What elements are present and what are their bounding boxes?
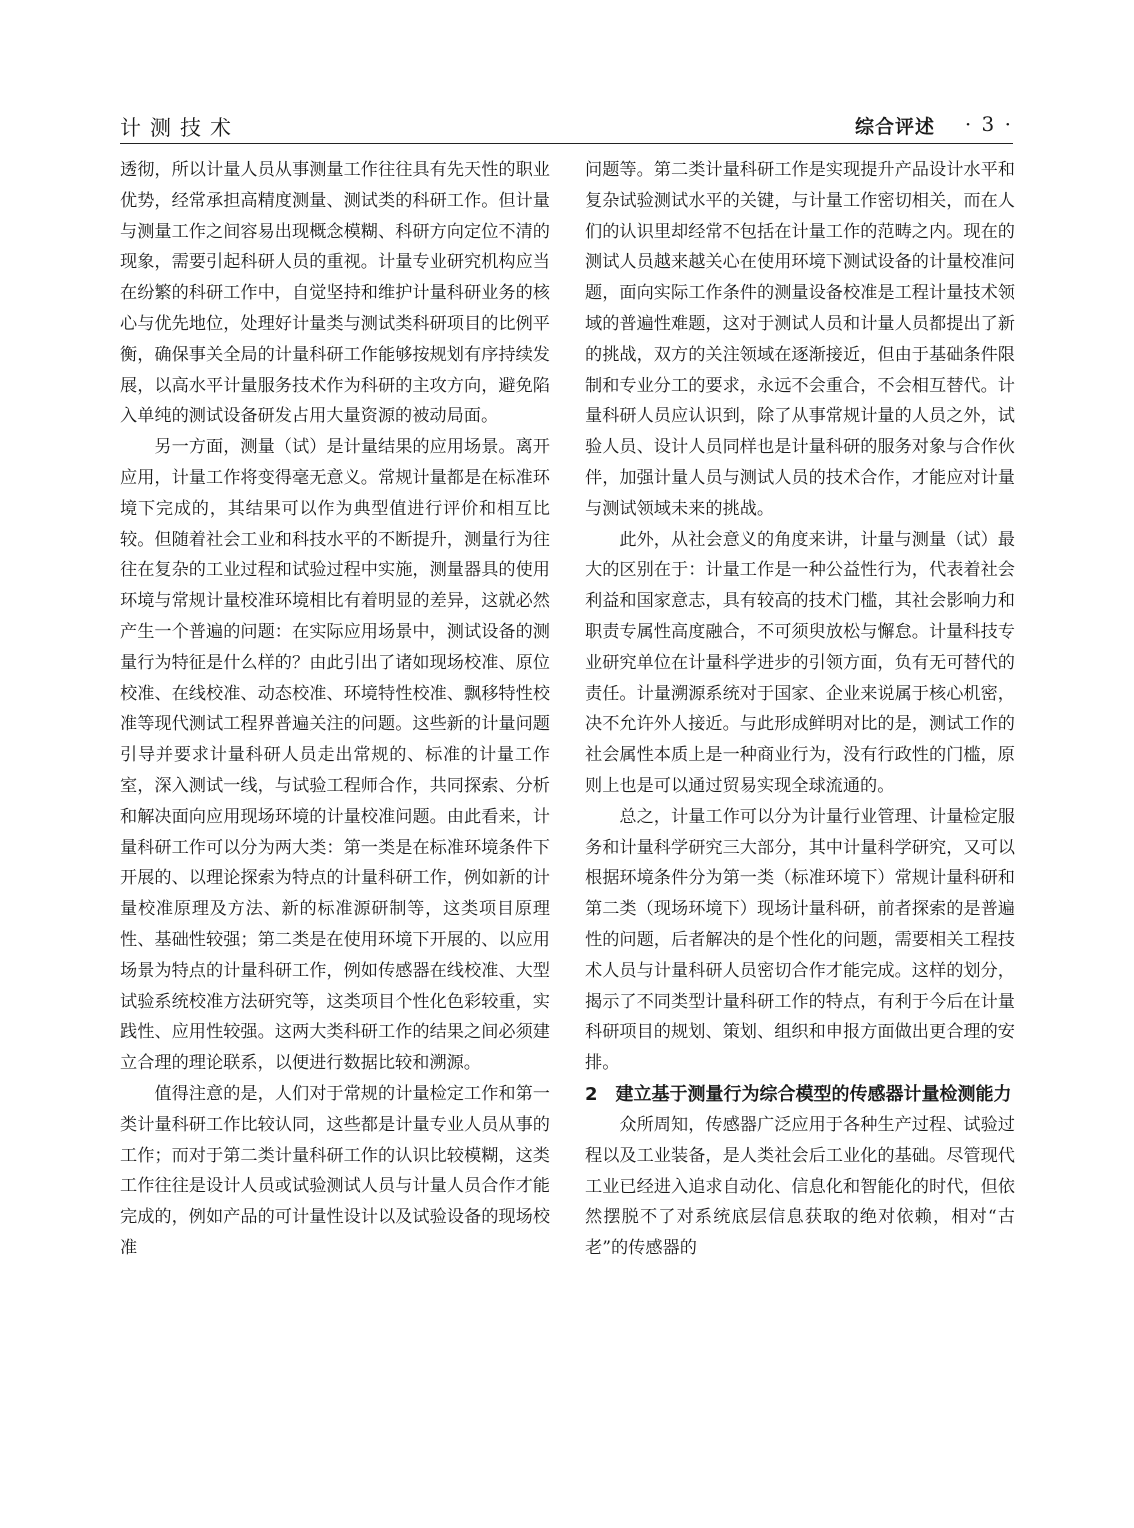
section-heading: [585, 1079, 1015, 1110]
header-rule: [120, 143, 1013, 144]
paragraph: 另一方面，测量（试）是计量结果的应用场景。离开应用，计量工作将变得毫无意义。常规计量都是在标准环境下完成的，其结果可以作为典型值进行评价和相互比较。但随着社会工业和科技水平的不断提升，测量行为往往在复杂的工业过程和试验过程中实施，测量器具的使用环境与常规计量校准环境相比有着明显的差异，这就必然产生一个普遍的问题：在实际应用场景中，测试设备的测量行为特征是什么样的？由此引出了诸如现场校准、原位校准、在线校准、动态校准、环境特性校准、飘移特性校准等现代测试工程界普遍关注的问题。这些新的计量问题引导并要求计量科研人员走出常规的、标准的计量工作室，深入测试一线，与试验工程师合作，共同探索、分析和解决面向应用现场环境的计量校准问题。由此看来，计量科研工作可以分为两大类：第一类是在标准环境条件下开展的、以理论探索为特点的计量科研工作，例如新的计量校准原理及方法、新的标准源研制等，这类项目原理性、基础性较强；第二类是在使用环境下开展的、以应用场景为特点的计量科研工作，例如传感器在线校准、大型试验系统校准方法研究等，这类项目个性化色彩较重，实践性、应用性较强。这两大类科研工作的结果之间必须建立合理的理论联系，以便进行数据比较和溯源。: [120, 437, 550, 1074]
paragraph: 问题等。第二类计量科研工作是实现提升产品设计水平和复杂试验测试水平的关键，与计量工作密切相关，而在人们的认识里却经常不包括在计量工作的范畴之内。现在的测试人员越来越关心在使用环境下测试设备的计量校准问题，面向实际工作条件的测量设备校准是工程计量技术领域的普遍性难题，这对于测试人员和计量人员都提出了新的挑战，双方的关注领域在逐渐接近，但由于基础条件限制和专业分工的要求，永远不会重合，不会相互替代。计量科研人员应认识到，除了从事常规计量的人员之外，试验人员、设计人员同样也是计量科研的服务对象与合作伙伴，加强计量人员与测试人员的技术合作，才能应对计量与测试领域未来的挑战。: [585, 160, 1015, 519]
section-label: 综合评述: [854, 116, 935, 138]
paragraph: 总之，计量工作可以分为计量行业管理、计量检定服务和计量科学研究三大部分，其中计量科学研究，又可以根据环境条件分为第一类（标准环境下）常规计量科研和第二类（现场环境下）现场计量科研，前者探索的是普遍性的问题，后者解决的是个性化的问题，需要相关工程技术人员与计量科研人员密切合作才能完成。这样的划分，揭示了不同类型计量科研工作的特点，有利于今后在计量科研项目的规划、策划、组织和申报方面做出更合理的安排。: [585, 806, 1015, 1074]
page-number: · 3 ·: [964, 112, 1013, 136]
running-header: [120, 110, 1013, 140]
right-column: [585, 155, 1015, 1440]
paragraph: 众所周知，传感器广泛应用于各种生产过程、试验过程以及工业装备，是人类社会后工业化的基础。尽管现代工业已经进入追求自动化、信息化和智能化的时代，但依然摆脱不了对系统底层信息获取的绝对依赖，相对“古老”的传感器的: [585, 1114, 1015, 1259]
paragraph: 透彻，所以计量人员从事测量工作往往具有先天性的职业优势，经常承担高精度测量、测试类的科研工作。但计量与测量工作之间容易出现概念模糊、科研方向定位不清的现象，需要引起科研人员的重视。计量专业研究机构应当在纷繁的科研工作中，自觉坚持和维护计量科研业务的核心与优先地位，处理好计量类与测试类科研项目的比例平衡，确保事关全局的计量科研工作能够按规划有序持续发展，以高水平计量服务技术作为科研的主攻方向，避免陷入单纯的测试设备研发占用大量资源的被动局面。: [120, 160, 550, 427]
paragraph: 值得注意的是，人们对于常规的计量检定工作和第一类计量科研工作比较认同，这些都是计量专业人员从事的工作；而对于第二类计量科研工作的认识比较模糊，这类工作往往是设计人员或试验测试人员与计量人员合作才能完成的，例如产品的可计量性设计以及试验设备的现场校准: [120, 1083, 550, 1258]
paragraph: 此外，从社会意义的角度来讲，计量与测量（试）最大的区别在于：计量工作是一种公益性行为，代表着社会利益和国家意志，具有较高的技术门槛，其社会影响力和职责专属性高度融合，不可须臾放松与懈怠。计量科技专业研究单位在计量科学进步的引领方面，负有无可替代的责任。计量溯源系统对于国家、企业来说属于核心机密，决不允许外人接近。与此形成鲜明对比的是，测试工作的社会属性本质上是一种商业行为，没有行政性的门槛，原则上也是可以通过贸易实现全球流通的。: [585, 529, 1015, 796]
left-column: [120, 155, 550, 1440]
journal-name: 计测技术: [120, 116, 240, 140]
section-title: 建立基于测量行为综合模型的传感器计量检测能力: [615, 1083, 1012, 1105]
section-number: 2: [585, 1083, 598, 1105]
